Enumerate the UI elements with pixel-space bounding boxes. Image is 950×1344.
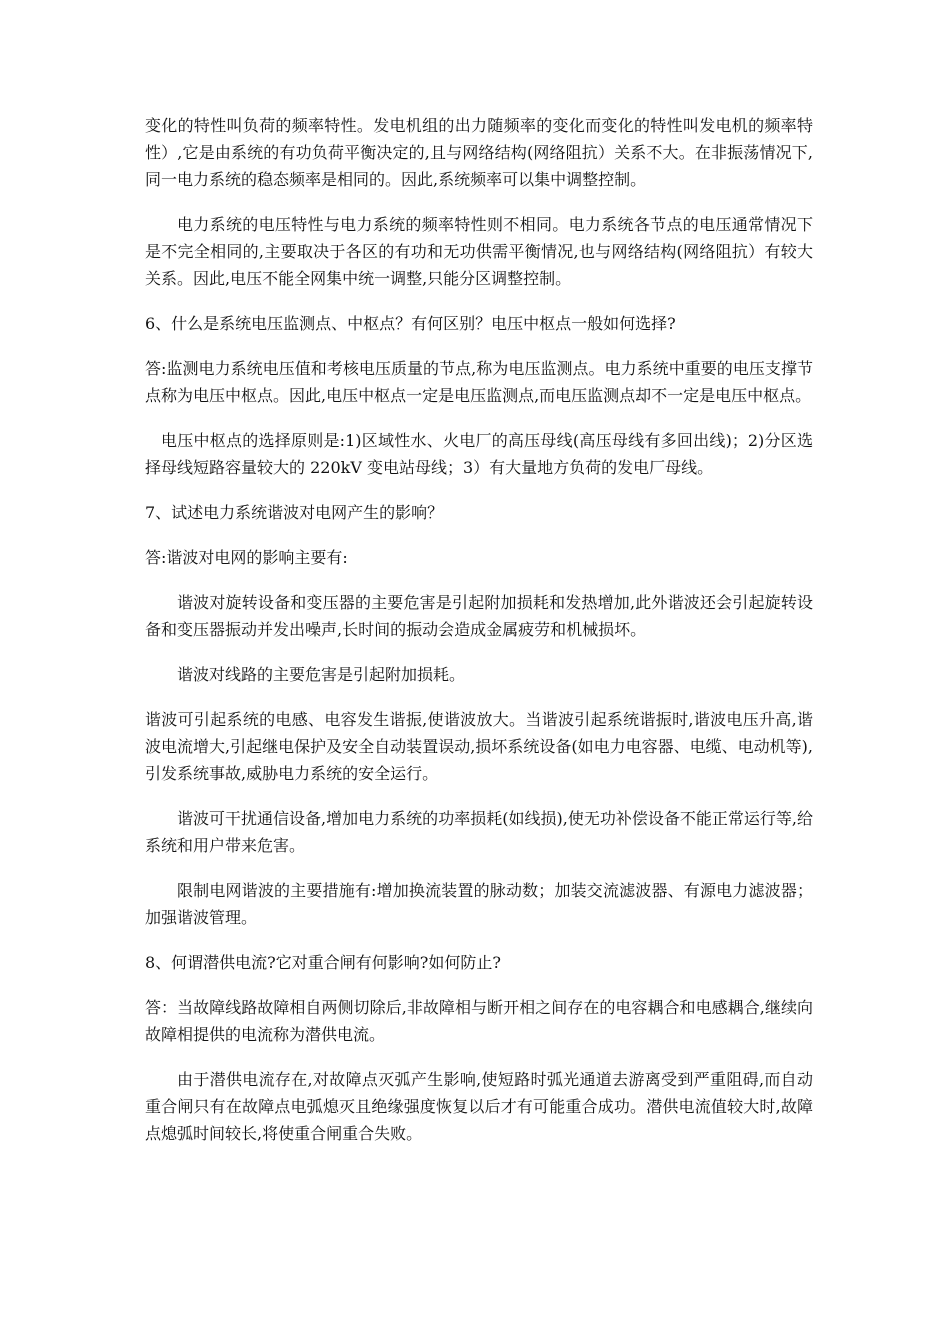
harmonic-mitigation-paragraph: 限制电网谐波的主要措施有:增加换流装置的脉动数；加装交流滤波器、有源电力滤波器；加强谐波管理。 [145, 881, 813, 927]
answer-8-paragraph: 答：当故障线路故障相自两侧切除后,非故障相与断开相之间存在的电容耦合和电感耦合,继续向故障相提供的电流称为潜供电流。 [145, 998, 813, 1044]
question-7-heading: 7、试述电力系统谐波对电网产生的影响？ [145, 503, 444, 522]
harmonic-communication-paragraph: 谐波可干扰通信设备,增加电力系统的功率损耗(如线损),使无功补偿设备不能正常运行等,给系统和用户带来危害。 [145, 809, 813, 855]
pivot-point-selection-paragraph: 电压中枢点的选择原则是:1)区域性水、火电厂的高压母线(高压母线有多回出线)；2)分区选择母线短路容量较大的 220kV 变电站母线；3）有大量地方负荷的发电厂母线。 [145, 431, 813, 477]
question-6-heading: 6、什么是系统电压监测点、中枢点？有何区别？电压中枢点一般如何选择? [145, 314, 676, 333]
answer-7-intro: 答:谐波对电网的影响主要有: [145, 548, 348, 567]
harmonic-rotating-equipment-paragraph: 谐波对旋转设备和变压器的主要危害是引起附加损耗和发热增加,此外谐波还会引起旋转设备和变压器振动并发出噪声,长时间的振动会造成金属疲劳和机械损坏。 [145, 593, 813, 639]
document-body [145, 112, 813, 1165]
question-8-heading: 8、何谓潜供电流?它对重合闸有何影响?如何防止? [145, 953, 501, 972]
harmonic-line-paragraph: 谐波对线路的主要危害是引起附加损耗。 [177, 665, 466, 684]
answer-6-paragraph: 答:监测电力系统电压值和考核电压质量的节点,称为电压监测点。电力系统中重要的电压支撑节点称为电压中枢点。因此,电压中枢点一定是电压监测点,而电压监测点却不一定是电压中枢点。 [145, 359, 813, 405]
harmonic-resonance-paragraph: 谐波可引起系统的电感、电容发生谐振,使谐波放大。当谐波引起系统谐振时,谐波电压升高,谐波电流增大,引起继电保护及安全自动装置误动,损坏系统设备(如电力电容器、电缆、电动机等),引发系统事故,威胁电力系统的安全运行。 [145, 710, 813, 783]
secondary-arc-effect-paragraph: 由于潜供电流存在,对故障点灭弧产生影响,使短路时弧光通道去游离受到严重阻碍,而自动重合闸只有在故障点电弧熄灭且绝缘强度恢复以后才有可能重合成功。潜供电流值较大时,故障点熄弧时间较长,将使重合闸重合失败。 [145, 1070, 813, 1143]
paragraph-voltage-characteristics: 电力系统的电压特性与电力系统的频率特性则不相同。电力系统各节点的电压通常情况下是不完全相同的,主要取决于各区的有功和无功供需平衡情况,也与网络结构(网络阻抗）有较大关系。因此,电压不能全网集中统一调整,只能分区调整控制。 [145, 215, 813, 288]
paragraph-frequency-characteristics: 变化的特性叫负荷的频率特性。发电机组的出力随频率的变化而变化的特性叫发电机的频率特性）,它是由系统的有功负荷平衡决定的,且与网络结构(网络阻抗）关系不大。在非振荡情况下,同一电力系统的稳态频率是相同的。因此,系统频率可以集中调整控制。 [145, 116, 813, 189]
